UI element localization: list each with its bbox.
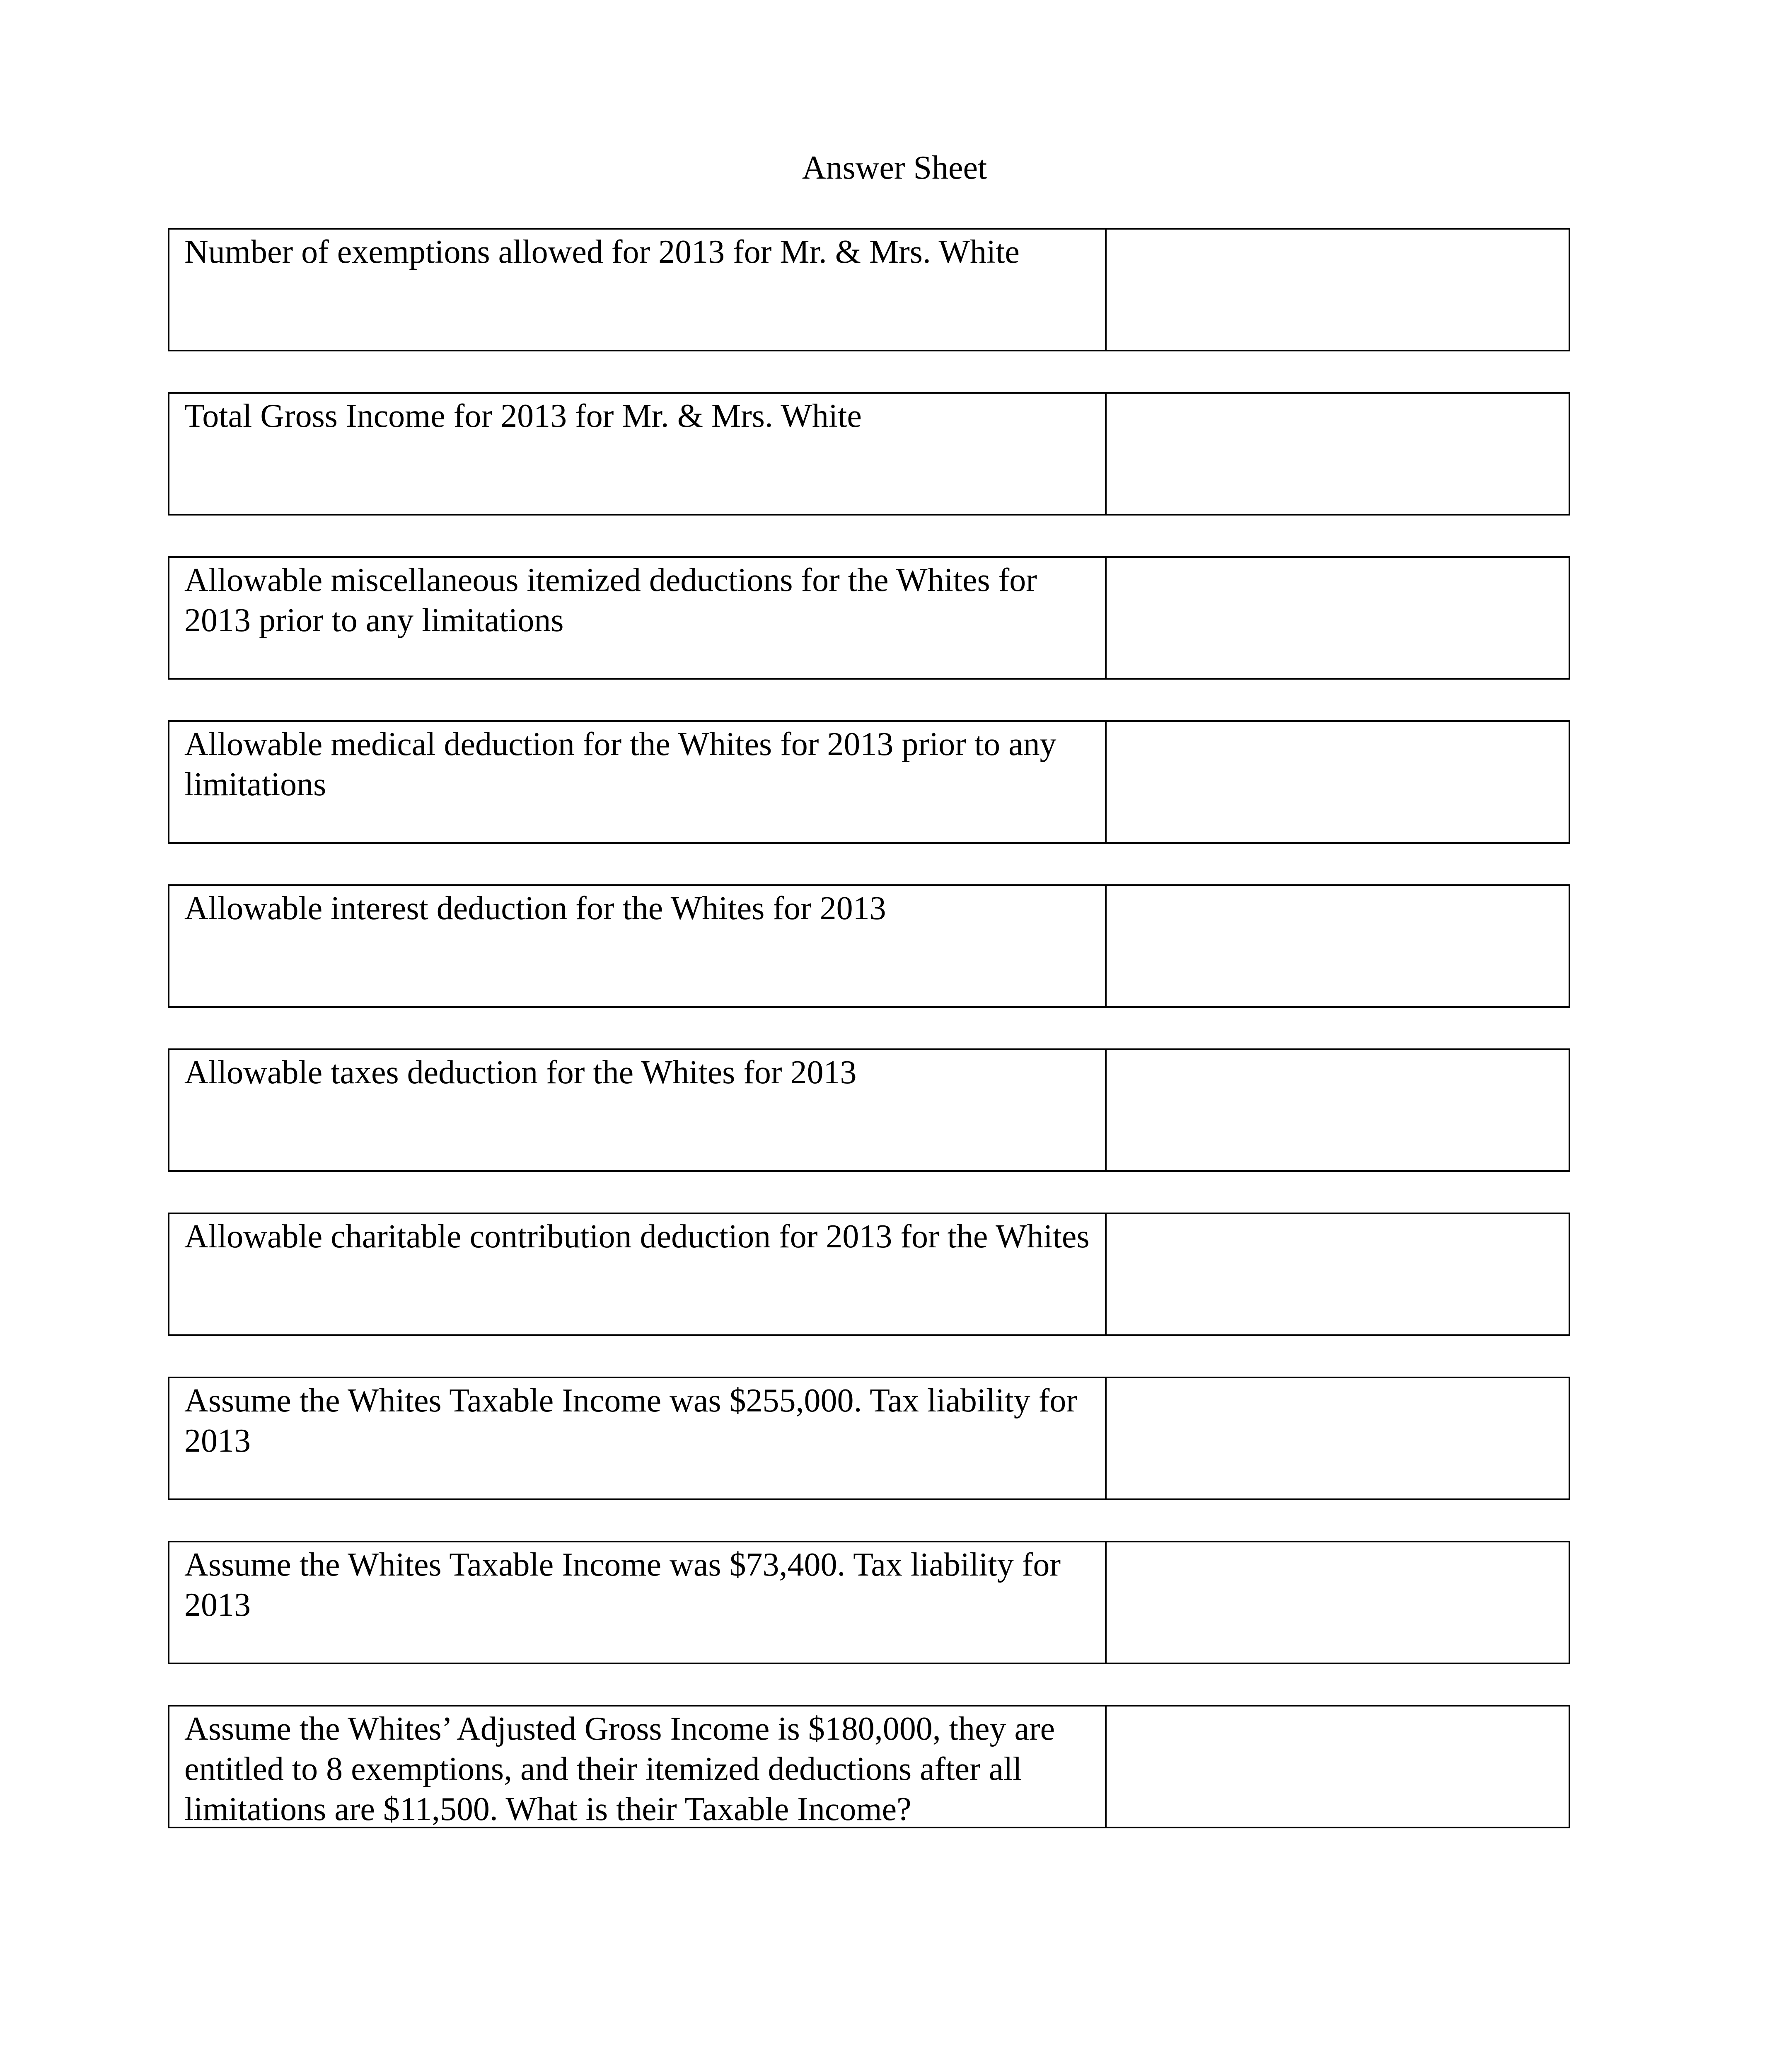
question-text: Assume the Whites’ Adjusted Gross Income is $180,000, they are entitled to 8 exemptions, and their itemized deductions after all limitations are $11,500. What is their Taxable Income? bbox=[169, 1706, 1107, 1827]
question-text: Allowable charitable contribution deduction for 2013 for the Whites bbox=[169, 1214, 1107, 1334]
question-row bbox=[168, 1705, 1570, 1828]
question-row bbox=[168, 556, 1570, 680]
answer-box[interactable] bbox=[1107, 394, 1569, 514]
question-row bbox=[168, 1377, 1570, 1500]
question-row bbox=[168, 228, 1570, 351]
answer-box[interactable] bbox=[1107, 1378, 1569, 1498]
page-title: Answer Sheet bbox=[802, 150, 987, 186]
question-text: Total Gross Income for 2013 for Mr. & Mrs. White bbox=[169, 394, 1107, 514]
answer-box[interactable] bbox=[1107, 886, 1569, 1006]
question-row bbox=[168, 1541, 1570, 1664]
answer-box[interactable] bbox=[1107, 1706, 1569, 1827]
question-text: Allowable medical deduction for the Whites for 2013 prior to any limitations bbox=[169, 722, 1107, 842]
question-text: Assume the Whites Taxable Income was $73,400. Tax liability for 2013 bbox=[169, 1542, 1107, 1663]
answer-box[interactable] bbox=[1107, 1050, 1569, 1170]
answer-box[interactable] bbox=[1107, 1542, 1569, 1663]
question-row bbox=[168, 392, 1570, 516]
question-row bbox=[168, 720, 1570, 844]
question-row bbox=[168, 884, 1570, 1008]
question-text: Number of exemptions allowed for 2013 for Mr. & Mrs. White bbox=[169, 230, 1107, 350]
answer-box[interactable] bbox=[1107, 1214, 1569, 1334]
question-row bbox=[168, 1048, 1570, 1172]
answer-box[interactable] bbox=[1107, 722, 1569, 842]
question-text: Allowable taxes deduction for the Whites for 2013 bbox=[169, 1050, 1107, 1170]
question-text: Allowable miscellaneous itemized deductions for the Whites for 2013 prior to any limitations bbox=[169, 558, 1107, 678]
answer-box[interactable] bbox=[1107, 230, 1569, 350]
answer-box[interactable] bbox=[1107, 558, 1569, 678]
question-row bbox=[168, 1213, 1570, 1336]
question-text: Allowable interest deduction for the Whites for 2013 bbox=[169, 886, 1107, 1006]
question-text: Assume the Whites Taxable Income was $255,000. Tax liability for 2013 bbox=[169, 1378, 1107, 1498]
